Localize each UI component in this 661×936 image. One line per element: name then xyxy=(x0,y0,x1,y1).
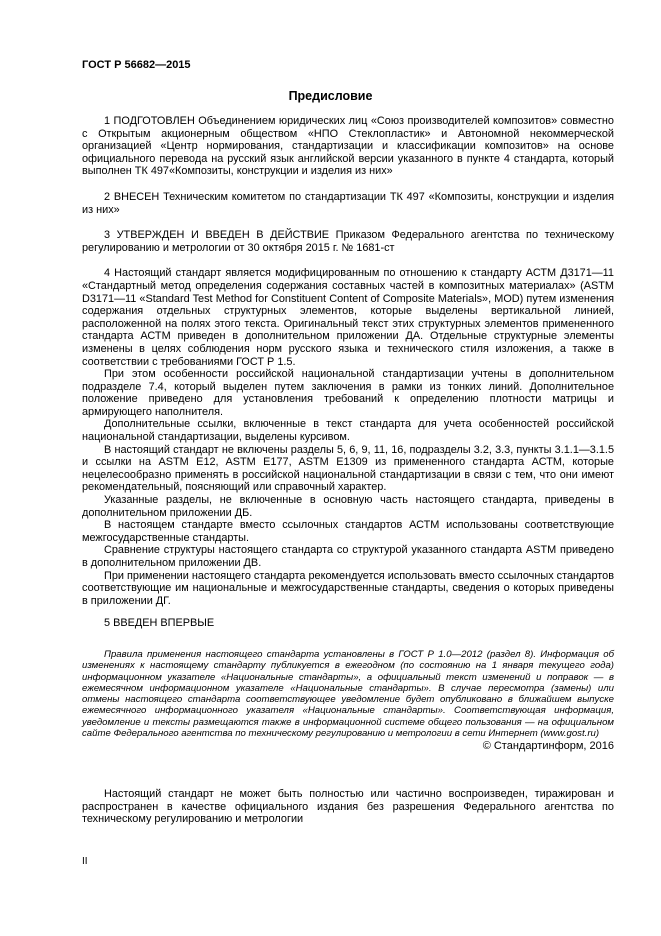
copyright-line: © Стандартинформ, 2016 xyxy=(482,740,614,752)
foreword-body xyxy=(82,115,614,630)
item-4-paragraph-d: Указанные разделы, не включенные в основную часть настоящего стандарта, приведены в дополнительном приложении ДБ. xyxy=(82,494,614,519)
page-number: II xyxy=(82,856,88,867)
item-3-approved: 3 УТВЕРЖДЕН И ВВЕДЕН В ДЕЙСТВИЕ Приказом Федерального агентства по техническому регулированию и метрологии от 30 октября 2015 г. № 1681-ст xyxy=(82,229,614,254)
item-2-introduced: 2 ВНЕСЕН Техническим комитетом по стандартизации ТК 497 «Композиты, конструкции и изделия из них» xyxy=(82,190,614,216)
item-4-modified: 4 Настоящий стандарт является модифицированным по отношению к стандарту АСТМ Д3171—11 «Стандартный метод определения содержания составных частей в композитных материалах» (ASTM D3171—11 «Standard Test Method for Constituent Content of Composite Materials», MOD) путем изменения содержания отдельных структурных элементов, которые выделены вертикальной линией, расположенной на полях этого текста. Оригинальный текст этих структурных элементов примененного стандарта АСТМ приведен в дополнительном приложении ДА. Отдельные структурные элементы изменены в целях соблюдения норм русского языка и технического стиля изложения, а также в соответствии с требованиями ГОСТ Р 1.5. xyxy=(82,267,614,368)
item-5-first-introduced: 5 ВВЕДЕН ВПЕРВЫЕ xyxy=(104,617,215,630)
item-4-paragraph-a: При этом особенности российской национальной стандартизации учтены в дополнительном подразделе 7.4, который выделен путем заключения в рамки из тонких линий. Дополнительное положение приведено для установления требований к определению плотности матрицы и армирующего наполнителя. xyxy=(82,368,614,418)
item-4-paragraph-c: В настоящий стандарт не включены разделы 5, 6, 9, 11, 16, подразделы 3.2, 3.3, пункты 3.1.1—3.1.5 и ссылки на ASTM E12, ASTM E177, ASTM E1309 из примененного стандарта АСТМ, которые нецелесообразно применять в российской национальной стандартизации в связи с тем, что они имеют рекомендательный, поясняющий или справочный характер. xyxy=(82,443,614,494)
document-code: ГОСТ Р 56682—2015 xyxy=(82,59,191,71)
item-1-prepared: 1 ПОДГОТОВЛЕН Объединением юридических лиц «Союз производителей композитов» совместно с Открытым акционерным обществом «НПО Стеклопластик» и Автономной некоммерческой организацией «Центр нормирования, стандартизации и классификации композитов» на основе официального перевода на русский язык английской версии указанного в пункте 4 стандарта, который выполнен ТК 497«Композиты, конструкции и изделия из них» xyxy=(82,115,614,178)
item-4-paragraph-b: Дополнительные ссылки, включенные в текст стандарта для учета особенностей российской национальной стандартизации, выделены курсивом. xyxy=(82,418,614,444)
reproduction-rights-notice: Настоящий стандарт не может быть полностью или частично воспроизведен, тиражирован и распространен в качестве официального издания без разрешения Федерального агентства по техническому регулированию и метрологии xyxy=(82,788,614,826)
item-4-paragraph-g: При применении настоящего стандарта рекомендуется использовать вместо ссылочных стандартов соответствующие им национальные и межгосударственные стандарты, сведения о которых приведены в приложении ДГ. xyxy=(82,569,614,607)
application-rules-notice: Правила применения настоящего стандарта установлены в ГОСТ Р 1.0—2012 (раздел 8). Информация об изменениях к настоящему стандарту публикуется в ежегодном (по состоянию на 1 января текущего года) информационном указателе «Национальные стандарты», а официальный текст изменений и поправок — в ежемесячном информационном указателе «Национальные стандарты». В случае пересмотра (замены) или отмены настоящего стандарта соответствующее уведомление будет опубликовано в ближайшем выпуске ежемесячного информационного указателя «Национальные стандарты». Соответствующая информация, уведомление и тексты размещаются также в информационной системе общего пользования — на официальном сайте Федерального агентства по техническому регулированию и метрологии в сети Интернет (www.gost.ru) xyxy=(82,649,614,740)
item-4-paragraph-f: Сравнение структуры настоящего стандарта со структурой указанного стандарта ASTM приведено в дополнительном приложении ДВ. xyxy=(82,544,614,569)
page-title: Предисловие xyxy=(288,89,373,103)
item-4-paragraph-e: В настоящем стандарте вместо ссылочных стандартов АСТМ использованы соответствующие межгосударственные стандарты. xyxy=(82,519,614,544)
